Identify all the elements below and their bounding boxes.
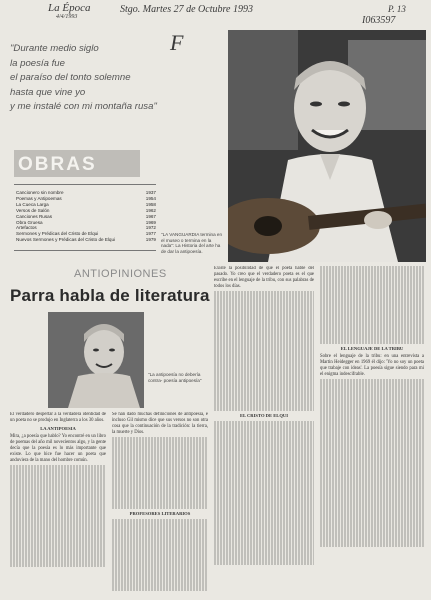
column-paragraph: Mira, ¿a poesía que hablo? Yo encontré en un libro de poemas del año mil novecientos algo, y la gente decía que la poesía es lo más importante que existe. Lo que hice fue hacer un poeta que anduviera de la mano del hombre común.	[10, 434, 106, 463]
pull-quote	[10, 42, 225, 115]
article-headline: Parra habla de literatura	[10, 286, 210, 305]
work-year: 1967	[145, 213, 156, 219]
work-item	[16, 237, 156, 243]
subhead-antipoesia: LA ANTIPOESIA	[40, 426, 76, 431]
work-year: 1977	[145, 231, 156, 237]
subhead-cristo: EL CRISTO DE ELQUI	[239, 413, 289, 418]
obras-rule-bottom	[14, 250, 156, 251]
article-kicker: ANTIOPINIONES	[74, 268, 167, 280]
work-title: Nuevos Sermones y Prédicas del Cristo de Elqui	[16, 237, 116, 243]
column-paragraph: Se han dado muchas definiciones de antipoesía, e incluso Gil mismo dice que sus versos no son otra cosa que la continuación de la tradición: la tierra, la muerte y Dios.	[112, 412, 208, 435]
quote-line: y me instalé con mi montaña rusa"	[10, 101, 157, 112]
work-title: Canciones Rusas	[16, 213, 53, 219]
work-title: Cancionero sin nombre	[16, 190, 64, 195]
work-year: 1958	[145, 201, 156, 207]
column-paragraph: El verdadero despertar a la verdadera identidad de un poeta no se produjo en Inglaterra a los 30 años.	[10, 412, 106, 423]
portrait-guitar-photo	[228, 30, 426, 262]
handwritten-page: P. 13	[388, 4, 406, 14]
work-year: 1972	[145, 225, 156, 231]
top-photo-caption: "LA VANGUARDIA termina en el museo o termina en la nada": La Historia del arte ha de dar la antipoesía.	[161, 232, 223, 254]
quote-line: "Durante medio siglo	[10, 43, 99, 54]
article-column-1	[10, 412, 106, 596]
work-year: 1937	[145, 190, 156, 195]
subhead-profesores: PROFESORES LITERARIOS	[129, 511, 191, 516]
column-paragraph: Sobre el lenguaje de la tribu: en una entrevista a Martin Heidegger en 1969 él dijo: 'Yo no soy un poeta que trabaje con ideas'. La poesía sigue siendo para mi el enigma indescifrable.	[320, 354, 424, 377]
article-column-3	[214, 266, 314, 596]
quote-line: la poesía fue	[10, 57, 65, 69]
handwritten-code: I063597	[362, 15, 396, 26]
portrait-photo	[48, 312, 144, 408]
subhead-lenguaje: EL LENGUAJE DE LA TRIBU	[340, 346, 404, 351]
handwritten-stamp: Stgo. Martes 27 de Octubre 1993	[120, 4, 253, 15]
handwritten-source: La Época	[48, 2, 91, 14]
quote-line: hasta que vine yo	[10, 86, 86, 98]
column-paragraph: Existe la posibilidad de que el poeta hable del pasado. Yo creo que el verdadero poeta es el que escribe en el lenguaje de la tribu, con sus palabras de todos los días.	[214, 266, 314, 289]
handwritten-initial: F	[170, 30, 184, 55]
works-list	[16, 190, 156, 243]
work-year: 1969	[145, 219, 156, 225]
article-column-2	[112, 412, 208, 596]
work-title: Versos de Salón	[16, 207, 50, 213]
work-year: 1979	[145, 237, 156, 243]
handwritten-date: 4/4/1993	[56, 14, 78, 20]
article-column-4	[320, 266, 424, 596]
work-title: Poemas y Antipoemas	[16, 195, 62, 201]
work-title: La Cueca Larga	[16, 201, 49, 207]
work-year: 1954	[145, 195, 156, 201]
work-title: Obra Gruesa	[16, 219, 43, 225]
obras-rule-top	[14, 184, 156, 185]
obras-title: OBRAS	[18, 154, 97, 175]
work-title: Sermones y Prédicas del Cristo de Elqui	[16, 231, 99, 237]
quote-line: el paraíso del tonto solemne	[10, 72, 131, 83]
mid-photo-caption: "La antipoesía no debería contra- poesía antipoesía"	[148, 372, 202, 383]
work-title: Artefactos	[16, 225, 37, 231]
work-year: 1962	[145, 207, 156, 213]
